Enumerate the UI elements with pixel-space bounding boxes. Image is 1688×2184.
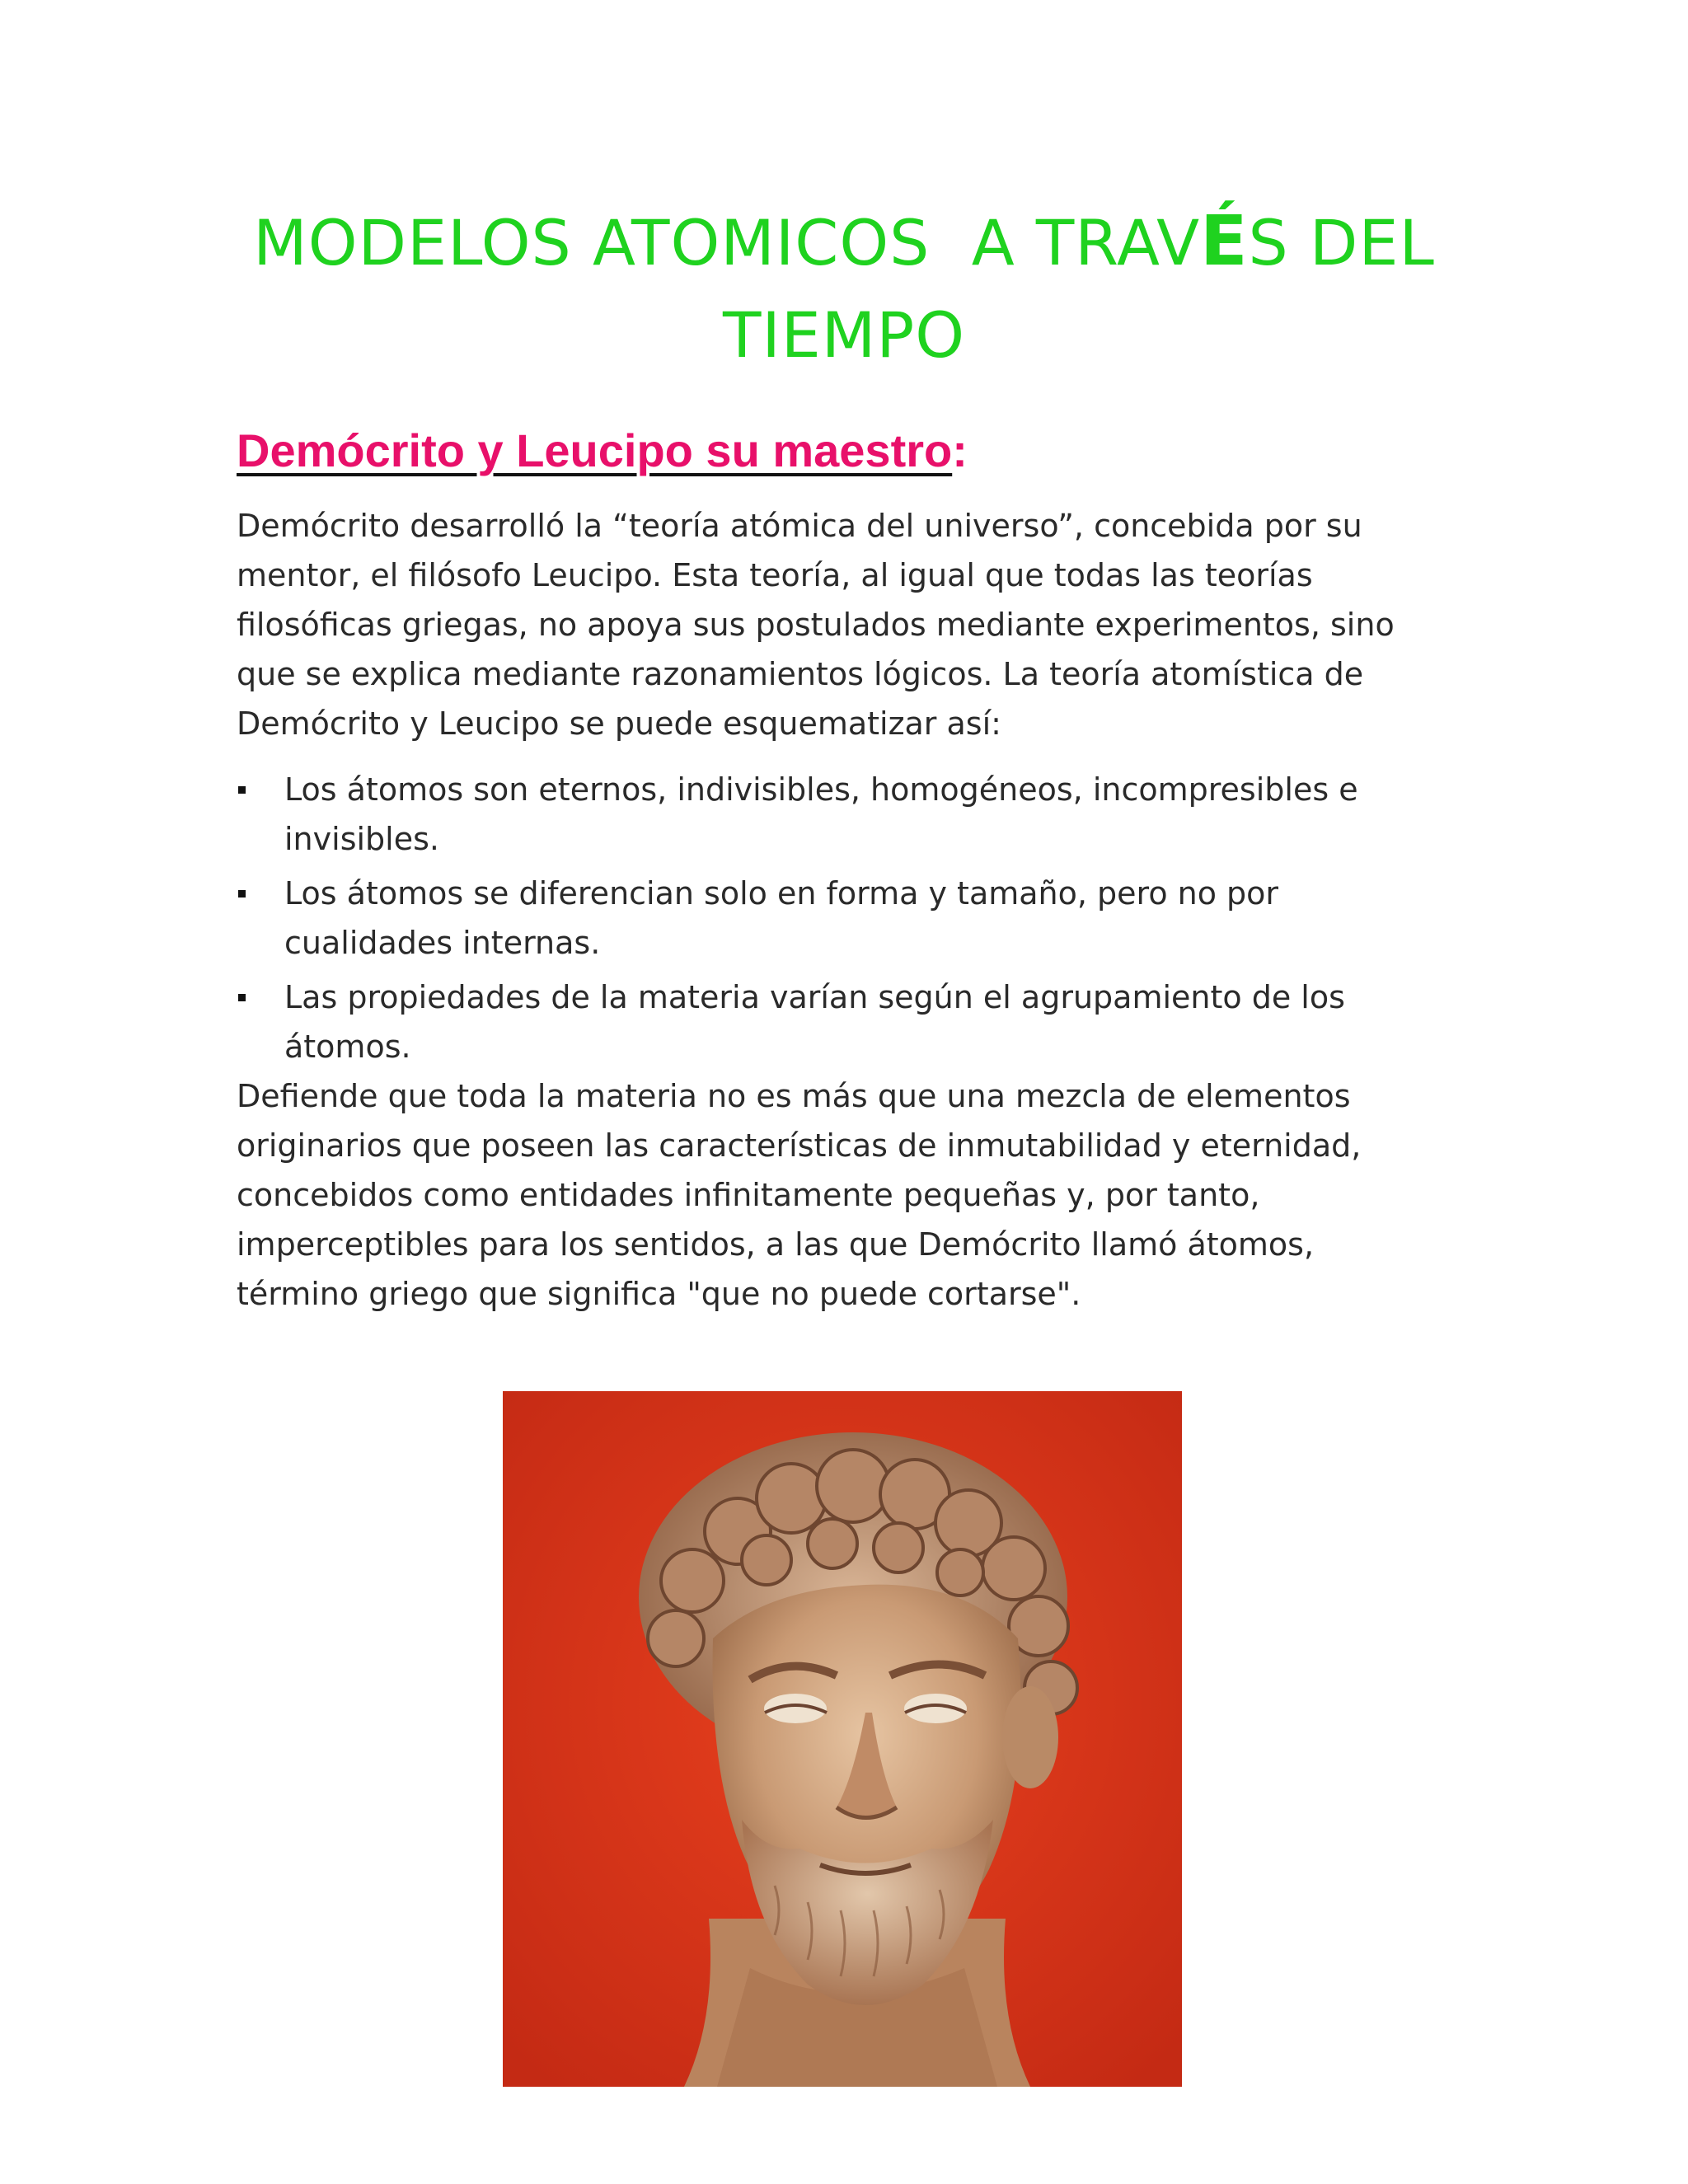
- title-line-1: MODELOS ATOMICOS A TRAVÉS DEL: [253, 200, 1435, 281]
- list-item: [237, 972, 1440, 1071]
- list-item: [237, 869, 1440, 968]
- section-heading-text: Demócrito y Leucipo su maestro: [237, 424, 953, 476]
- bust-illustration: [503, 1391, 1182, 2087]
- bullet-text: Los átomos se diferencian solo en forma y tamaño, pero no por cualidades internas.: [284, 875, 1279, 961]
- bullet-text: Las propiedades de la materia varían según el agrupamiento de los átomos.: [284, 979, 1345, 1065]
- title-accent-letter: É: [1200, 200, 1249, 281]
- theory-bullet-list: [237, 765, 1440, 1076]
- square-bullet-icon: [238, 890, 246, 898]
- section-heading: [237, 422, 968, 480]
- square-bullet-icon: [238, 786, 246, 794]
- closing-paragraph: Defiende que toda la materia no es más que una mezcla de elementos originarios que poseen las características de inmutabilidad y eternidad, concebidos como entidades infinitamente pequeñas y, por tanto, imperceptibles para los sentidos, a las que Demócrito llamó átomos, término griego que significa "que no puede cortarse".: [237, 1078, 1362, 1312]
- democritus-bust-image: [503, 1391, 1182, 2087]
- title-line-2: TIEMPO: [722, 298, 966, 372]
- bullet-text: Los átomos son eternos, indivisibles, homogéneos, incompresibles e invisibles.: [284, 771, 1358, 857]
- list-item: [237, 765, 1440, 864]
- intro-paragraph: Demócrito desarrolló la “teoría atómica del universo”, concebida por su mentor, el filósofo Leucipo. Esta teoría, al igual que todas las teorías filosóficas griegas, no apoya sus postulados mediante experimentos, sino que se explica mediante razonamientos lógicos. La teoría atomística de Demócrito y Leucipo se puede esquematizar así:: [237, 508, 1395, 742]
- square-bullet-icon: [238, 994, 246, 1001]
- section-heading-colon: :: [952, 424, 968, 476]
- document-title: [247, 194, 1441, 382]
